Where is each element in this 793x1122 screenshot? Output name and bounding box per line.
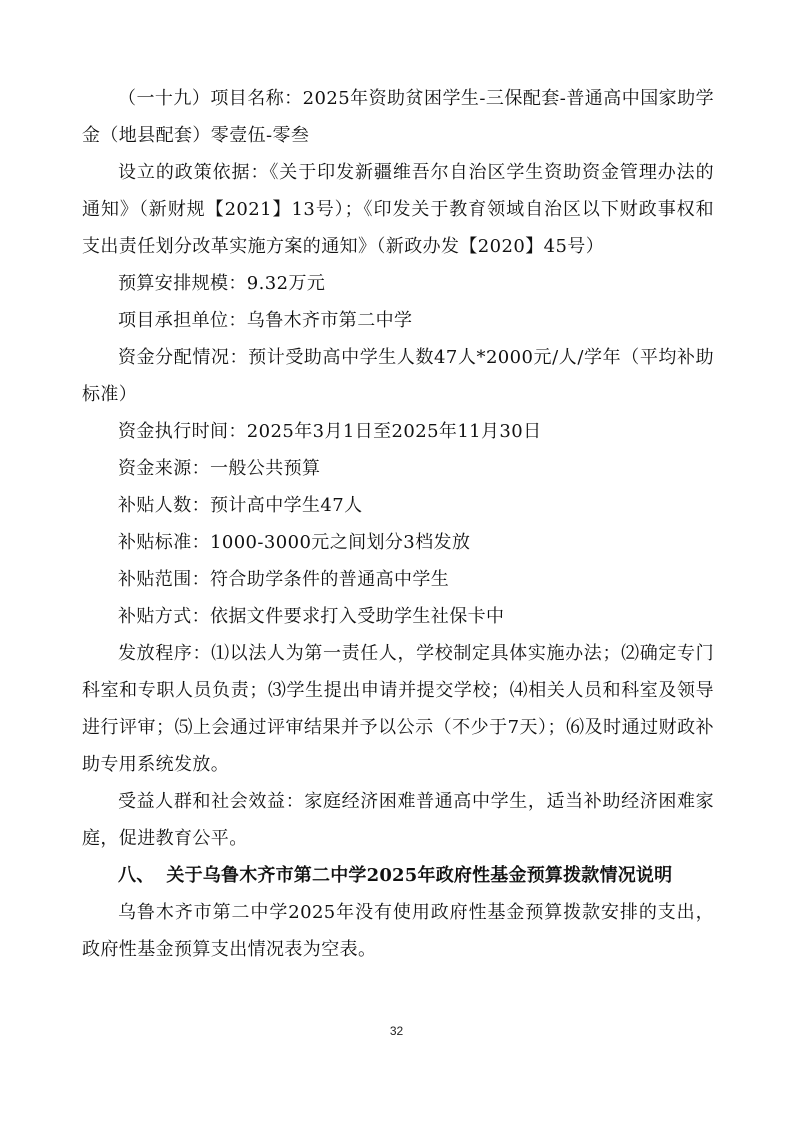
subsidy-scope-paragraph: 补贴范围：符合助学条件的普通高中学生 [118,569,450,590]
project-name-paragraph: （一十九）项目名称：2025年资助贫困学生-三保配套-普通高中国家助学金（地县配套）零壹伍-零叁 [82,88,714,146]
section-title: 关于乌鲁木齐市第二中学2025年政府性基金预算拨款情况说明 [166,865,673,886]
subsidy-count-paragraph: 补贴人数：预计高中学生47人 [118,495,363,516]
distribution-procedure-paragraph: 发放程序：⑴以法人为第一责任人，学校制定具体实施办法；⑵确定专门科室和专职人员负责；⑶学生提出申请并提交学校；⑷相关人员和科室及领导进行评审；⑸上会通过评审结果并予以公示（不少于7天）；⑹及时通过财政补助专用系统发放。 [82,643,714,775]
fund-allocation-paragraph: 资金分配情况：预计受助高中学生人数47人*2000元/人/学年（平均补助标准） [82,347,714,405]
policy-basis-paragraph: 设立的政策依据：《关于印发新疆维吾尔自治区学生资助资金管理办法的通知》（新财规【2021】13号）；《印发关于教育领域自治区以下财政事权和支出责任划分改革实施方案的通知》（新政办发【2020】45号） [82,162,714,257]
responsible-unit-paragraph: 项目承担单位：乌鲁木齐市第二中学 [118,310,413,331]
subsidy-standard-paragraph: 补贴标准：1000-3000元之间划分3档发放 [118,532,471,553]
subsidy-method-paragraph: 补贴方式：依据文件要求打入受助学生社保卡中 [118,606,505,627]
page-number: 32 [389,1024,404,1038]
section-body-paragraph: 乌鲁木齐市第二中学2025年没有使用政府性基金预算拨款安排的支出，政府性基金预算支出情况表为空表。 [82,902,714,960]
section-heading [82,857,714,894]
document-body [82,80,714,968]
fund-source-paragraph: 资金来源：一般公共预算 [118,458,321,479]
execution-time-paragraph: 资金执行时间：2025年3月1日至2025年11月30日 [118,421,542,442]
budget-scale-paragraph: 预算安排规模：9.32万元 [118,273,326,294]
beneficiaries-paragraph: 受益人群和社会效益：家庭经济困难普通高中学生，适当补助经济困难家庭，促进教育公平。 [82,791,714,849]
section-number: 八、 [118,865,155,886]
